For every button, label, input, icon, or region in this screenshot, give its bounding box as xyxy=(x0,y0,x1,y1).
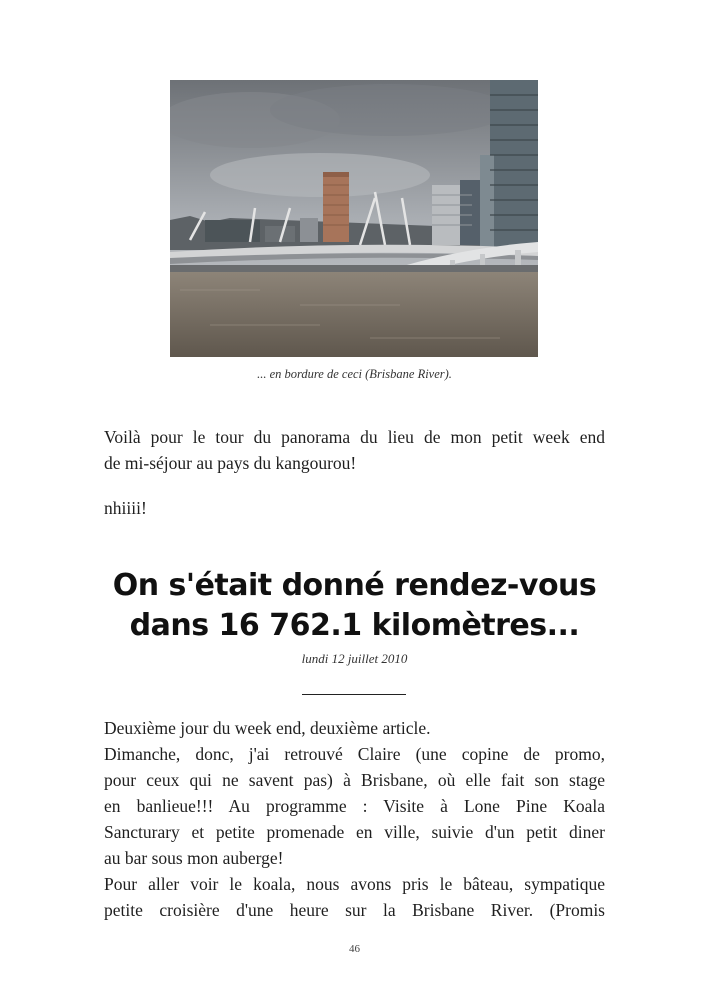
article-title-line: On s'était donné rendez-vous xyxy=(112,568,597,603)
body-line: Pour aller voir le koala, nous avons pris le bâteau, sympatique xyxy=(104,874,605,894)
intro-paragraph xyxy=(104,424,605,476)
body-line: petite croisière d'une heure sur la Brisbane River. (Promis xyxy=(104,900,605,920)
photo-caption: ... en bordure de ceci (Brisbane River). xyxy=(257,367,452,381)
separator-rule xyxy=(302,694,406,695)
body-line: en banlieue!!! Au programme : Visite à Lone Pine Koala xyxy=(104,796,605,816)
page-number: 46 xyxy=(349,943,360,955)
body-line: pour ceux qui ne savent pas) à Brisbane, où elle fait son stage xyxy=(104,770,605,790)
article-body xyxy=(104,715,605,923)
article-title-line: dans 16 762.1 kilomètres... xyxy=(129,608,580,643)
article-title xyxy=(60,566,649,646)
body-line: au bar sous mon auberge! xyxy=(104,848,284,868)
article-date: lundi 12 juillet 2010 xyxy=(301,651,408,666)
exclamation-paragraph: nhiiii! xyxy=(104,498,147,518)
brisbane-river-photo xyxy=(170,80,538,357)
body-line: Deuxième jour du week end, deuxième article. xyxy=(104,718,431,738)
body-line: Dimanche, donc, j'ai retrouvé Claire (une copine de promo, xyxy=(104,744,605,764)
body-line: Sancturary et petite promenade en ville, suivie d'un petit diner xyxy=(104,822,605,842)
intro-line: Voilà pour le tour du panorama du lieu de mon petit week end xyxy=(104,427,605,447)
intro-line: de mi-séjour au pays du kangourou! xyxy=(104,453,357,473)
